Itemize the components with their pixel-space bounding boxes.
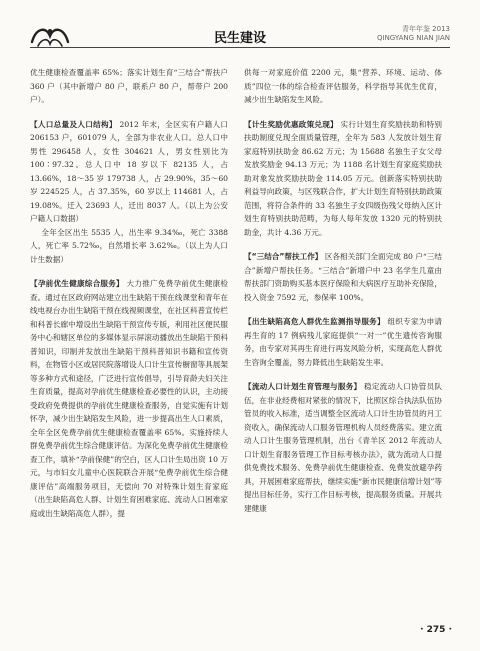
paragraph (244, 315, 442, 369)
paragraph-text: 优生健康检查覆盖率 65%；落实计划生育“三结合”帮扶户 360 户（其中新增户 80 户，联系户 80 户，帮带户 200 户）。 (30, 68, 228, 104)
paragraph (30, 118, 228, 226)
page-header (0, 0, 480, 52)
paragraph-heading: 【流动人口计划生育管理与服务】 (244, 382, 362, 391)
paragraph (30, 277, 228, 520)
yearbook-cn: 青年年鉴 2013 (401, 25, 450, 33)
header-rule (30, 47, 450, 48)
left-column (30, 66, 228, 531)
paragraph-block (30, 66, 228, 107)
yearbook-title (377, 25, 450, 43)
paragraph-block (244, 380, 442, 515)
paragraph-block (244, 315, 442, 369)
paragraph-heading: 【出生缺陷高危人群优生监测指导服务】 (244, 317, 385, 326)
paragraph-text: 供每一对家庭价值 2200 元，集“营养、环境、运动、体质”四位一体的综合检查评估服务，科学指导其优生优育，减少出生缺陷发生风险。 (244, 68, 442, 104)
yearbook-pinyin: QINGYANG NIAN JIAN (377, 34, 450, 42)
paragraph-text: 稳定流动人口协管员队伍，在非业经费相对紧张的情况下，比照区综合执法队伍协管员的收入标准，适当调整全区流动人口计生协管员的月工资收入，确保流动人口服务管理机构人员经费落实。建立流动人口计生服务管理机制，出台《青羊区 2012 年流动人口计划生育服务管理工作目标考核办法》，就为流动人口提供免费技术服务、免费孕前优生健康检查、免费发放避孕药具，开展困难家庭帮扶，继续实施“新市民健康信增计划”等提出目标任务，实行工作目标考核，提高服务质量。开展共建健康 (244, 382, 443, 513)
paragraph-text: 大力推广免费孕前优生健康检查。通过在区政府网站建立出生缺陷干预在线课堂和青年在线电视台办出生缺陷干预在线视频课堂，在社区科普宣传栏和科普长廊中增设出生缺陷干预宣传专版，利用社区便民服务中心和辖区单位的多媒体显示屏滚动播放出生缺陷干预科普知识，印制并发放出生缺陷干预科普知识书籍和宣传资料，在物管小区或居民院落增设人口计生宣传橱窗等具展架等多种方式和途径，广泛进行宣传倡导，引导育龄夫妇关注生育质量，提高对孕前优生健康检查必要性的认识，主动接受政府免费提供的孕前优生健康检查服务，自觉实施有计划怀孕，减少出生缺陷发生风险，进一步提高出生人口素质，全年全区免费孕前优生健康检查覆盖率 65%。实施持续人群免费孕前优生综合健康评估。为深化免费孕前优生健康检查工作，填补“孕前保健”的空白，区人口计生局出资 10 万元，与市妇女儿童中心医院联合开展“免费孕前优生综合健康评估”高端服务项目，无偿向 70 对特殊计划生育家庭（出生缺陷高危人群、计划生育困难家庭、流动人口困难家庭或出生缺陷高危人群），提 (30, 279, 229, 518)
paragraph-block (244, 118, 442, 240)
paragraph-heading: 【“三结合”帮扶工作】 (244, 252, 323, 261)
paragraph-text: 实行计划生育奖励扶助和特别扶助制度兑现全面质量管理，全年为 583 人发放计划生育家庭特别扶助金 86.62 万元；为 15688 名独生子女父母发放奖励金 94.13 万元；为 1188 名计划生育家庭奖励扶助对象发放奖励扶助金 114.05 万元。创新落实特别扶助利益导向政策，与区残联合作，扩大计划生育特别扶助政策范围，将符合条件的 33 名独生子女四级伤残父母纳入区计划生育特别扶助范畴，为每人每年发放 1320 元的特别扶助金，共计 4.36 万元。 (244, 119, 443, 237)
paragraph (244, 380, 442, 515)
paragraph-heading: 【孕前优生健康综合服务】 (30, 279, 124, 288)
paragraph (244, 250, 442, 304)
right-column (244, 66, 442, 526)
paragraph (244, 118, 442, 240)
paragraph-text: 区各相关部门全面完成 80 户“三结合”新增户帮扶任务。“三结合”新增户中 23 名学生几童由帮扶部门资助购买基本医疗保险和大病医疗互助补充保险，投入资金 7592 元，参保率 100%。 (244, 252, 442, 302)
paragraph-block (30, 118, 228, 267)
paragraph-heading: 【人口总量及人口结构】 (30, 119, 117, 129)
paragraph-block (30, 277, 228, 520)
section-title: 民生建设 (213, 31, 266, 46)
page-number: · 275 · (420, 625, 452, 635)
paragraph-heading: 【计生奖励优惠政策兑现】 (244, 119, 338, 129)
paragraph-text: 组织专家为申请再生育的 17 例病残儿家庭提供“一对一”优生遗传咨询服务，由专家对其再生育进行再发风险分析，实现高危人群优生咨询全覆盖，努力降低出生缺陷发生率。 (244, 317, 443, 367)
paragraph-text: 全年全区出生 5535 人，出生率 9.34‰，死亡 3388 人，死亡率 5.72‰，自然增长率 3.62‰。（以上为人口计生数据） (30, 227, 228, 264)
paragraph-block (244, 250, 442, 304)
paragraph-text: 2012 年末，全区实有户籍人口 206153 户，601079 人，全部为非农业人口。总人口中男性 296458 人，女性 304621 人，男女性别比为 100∶97.32。总人口中 18 岁以下 82135 人，占 13.66%，18～35 岁 179738 人，占 29.90%，35～60 岁 224525 人，占 37.35%，60 岁以上 114681 人，占 19.08%。迁入 23693 人，迁出 8037 人。（以上为公安户籍人口数据） (30, 119, 228, 223)
paragraph-block (244, 66, 442, 107)
